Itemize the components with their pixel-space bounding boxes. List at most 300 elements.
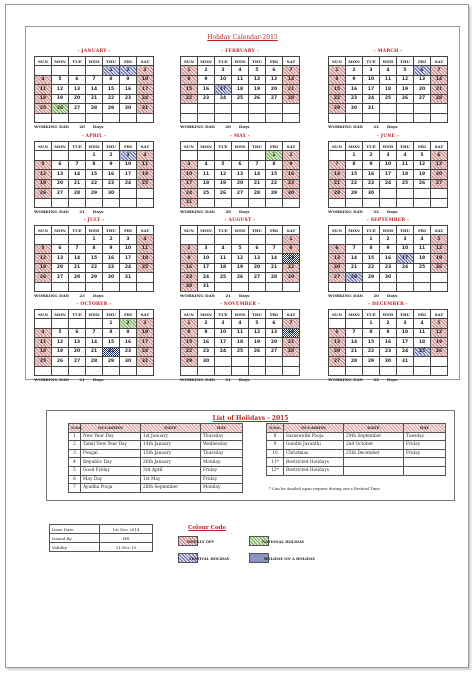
weekday-header: FRI bbox=[414, 142, 431, 151]
weekday-header: TUE bbox=[363, 226, 380, 235]
day-cell: 25 bbox=[35, 357, 52, 367]
holiday-cell: Wednesday bbox=[201, 441, 243, 450]
weekday-header: FRI bbox=[414, 310, 431, 319]
weekday-header: MON bbox=[52, 226, 69, 235]
day-cell: 26 bbox=[249, 347, 266, 357]
holiday-cell: Friday bbox=[201, 466, 243, 475]
day-cell: 9 bbox=[380, 328, 397, 338]
working-days-unit: Days bbox=[238, 209, 250, 214]
day-cell: 18 bbox=[35, 347, 52, 357]
day-cell: 11 bbox=[380, 75, 397, 85]
day-cell: 30 bbox=[380, 273, 397, 283]
day-cell bbox=[380, 282, 397, 292]
weekday-header: MON bbox=[346, 310, 363, 319]
day-cell bbox=[380, 189, 397, 199]
working-days bbox=[180, 209, 300, 215]
day-cell: 19 bbox=[249, 338, 266, 348]
day-cell: 23 bbox=[346, 94, 363, 104]
day-cell: 21 bbox=[86, 94, 103, 104]
day-cell: 9 bbox=[198, 75, 215, 85]
day-cell: 8 bbox=[363, 244, 380, 254]
working-days-label: WORKING DAY: bbox=[328, 377, 364, 382]
day-cell: 13 bbox=[69, 85, 86, 95]
day-cell: 16 bbox=[283, 170, 300, 180]
holiday-header-cell: OCCASION bbox=[81, 424, 141, 433]
month-name: - SEPTEMBER - bbox=[366, 218, 410, 223]
day-cell: 23 bbox=[380, 263, 397, 273]
holiday-cell: May Day bbox=[81, 475, 141, 484]
day-cell: 31 bbox=[198, 282, 215, 292]
day-cell bbox=[346, 366, 363, 376]
holiday-cell: Republic Day bbox=[81, 458, 141, 467]
day-cell: 8 bbox=[329, 75, 346, 85]
day-cell: 3 bbox=[181, 160, 198, 170]
day-cell bbox=[266, 113, 283, 123]
holiday-cell bbox=[404, 466, 446, 475]
day-cell bbox=[380, 113, 397, 123]
day-cell: 3 bbox=[137, 319, 154, 329]
day-cell: 6 bbox=[266, 319, 283, 329]
day-cell bbox=[52, 151, 69, 161]
day-cell: 4 bbox=[414, 235, 431, 245]
day-cell: 9 bbox=[363, 160, 380, 170]
day-cell: 1 bbox=[266, 151, 283, 161]
weekday-header: THU bbox=[249, 142, 266, 151]
weekday-header: WED bbox=[232, 142, 249, 151]
holiday-note: * Can be Availed upon request during one's Festival Time bbox=[269, 486, 380, 491]
day-cell: 21 bbox=[69, 179, 86, 189]
day-cell: 18 bbox=[35, 94, 52, 104]
day-cell: 31 bbox=[397, 357, 414, 367]
day-cell: 26 bbox=[52, 104, 69, 114]
day-cell bbox=[266, 366, 283, 376]
holiday-cell: Restricted Holidays bbox=[284, 466, 344, 475]
day-cell bbox=[120, 189, 137, 199]
day-cell: 12 bbox=[215, 170, 232, 180]
day-cell: 25 bbox=[414, 347, 431, 357]
day-cell: 28 bbox=[283, 347, 300, 357]
day-cell: 12 bbox=[52, 85, 69, 95]
day-cell: 21 bbox=[86, 347, 103, 357]
day-cell: 17 bbox=[397, 338, 414, 348]
month-grid bbox=[180, 141, 300, 208]
day-cell: 18 bbox=[414, 254, 431, 264]
holiday-cell: 8 bbox=[267, 432, 284, 441]
day-cell bbox=[35, 319, 52, 329]
day-cell bbox=[431, 113, 448, 123]
day-cell bbox=[346, 319, 363, 329]
month-grid bbox=[180, 56, 300, 123]
day-cell bbox=[249, 198, 266, 208]
day-cell: 11 bbox=[397, 160, 414, 170]
day-cell: 19 bbox=[35, 263, 52, 273]
day-cell bbox=[52, 282, 69, 292]
day-cell: 9 bbox=[181, 254, 198, 264]
day-cell: 17 bbox=[120, 170, 137, 180]
month-calendar bbox=[328, 301, 448, 383]
day-cell: 5 bbox=[52, 328, 69, 338]
day-cell: 24 bbox=[215, 94, 232, 104]
day-cell: 30 bbox=[198, 357, 215, 367]
day-cell: 18 bbox=[215, 263, 232, 273]
day-cell: 7 bbox=[346, 328, 363, 338]
day-cell: 21 bbox=[283, 85, 300, 95]
day-cell: 4 bbox=[414, 319, 431, 329]
day-cell bbox=[215, 357, 232, 367]
day-cell: 8 bbox=[283, 244, 300, 254]
working-days bbox=[328, 209, 448, 215]
working-days-count: 22 bbox=[373, 377, 379, 382]
weekday-header: SAT bbox=[431, 226, 448, 235]
day-cell bbox=[198, 198, 215, 208]
day-cell: 17 bbox=[380, 170, 397, 180]
day-cell: 18 bbox=[137, 254, 154, 264]
day-cell: 26 bbox=[215, 189, 232, 199]
day-cell: 29 bbox=[181, 357, 198, 367]
day-cell: 7 bbox=[69, 160, 86, 170]
day-cell: 14 bbox=[346, 338, 363, 348]
day-cell bbox=[329, 282, 346, 292]
day-cell: 10 bbox=[120, 244, 137, 254]
day-cell: 22 bbox=[181, 94, 198, 104]
holiday-row bbox=[267, 449, 446, 458]
day-cell bbox=[397, 366, 414, 376]
working-days-unit: Days bbox=[92, 124, 104, 129]
day-cell bbox=[380, 198, 397, 208]
day-cell bbox=[232, 151, 249, 161]
weekday-header: SUN bbox=[329, 226, 346, 235]
weekday-header: FRI bbox=[266, 310, 283, 319]
day-cell: 5 bbox=[35, 244, 52, 254]
day-cell: 27 bbox=[249, 273, 266, 283]
day-cell: 3 bbox=[198, 244, 215, 254]
day-cell bbox=[329, 319, 346, 329]
working-days-label: WORKING DAY: bbox=[180, 293, 216, 298]
day-cell bbox=[120, 282, 137, 292]
working-days-label: WORKING DAY: bbox=[328, 124, 364, 129]
day-cell bbox=[431, 198, 448, 208]
day-cell: 11 bbox=[414, 328, 431, 338]
day-cell bbox=[52, 366, 69, 376]
day-cell: 1 bbox=[181, 66, 198, 76]
day-cell: 21 bbox=[431, 85, 448, 95]
weekday-header: SUN bbox=[35, 57, 52, 66]
working-days bbox=[328, 124, 448, 130]
day-cell: 10 bbox=[198, 254, 215, 264]
weekday-header: THU bbox=[397, 226, 414, 235]
day-cell bbox=[137, 198, 154, 208]
weekday-header: TUE bbox=[215, 310, 232, 319]
day-cell: 13 bbox=[266, 75, 283, 85]
day-cell: 1 bbox=[103, 66, 120, 76]
day-cell bbox=[198, 235, 215, 245]
day-cell bbox=[431, 282, 448, 292]
day-cell bbox=[35, 282, 52, 292]
day-cell: 21 bbox=[329, 179, 346, 189]
day-cell: 14 bbox=[69, 170, 86, 180]
day-cell: 8 bbox=[346, 160, 363, 170]
holiday-row bbox=[69, 458, 243, 467]
day-cell: 23 bbox=[103, 263, 120, 273]
holiday-cell: Monday bbox=[201, 484, 243, 493]
working-days-unit: Days bbox=[92, 209, 104, 214]
day-cell: 8 bbox=[86, 244, 103, 254]
weekday-header: THU bbox=[103, 142, 120, 151]
day-cell: 5 bbox=[249, 66, 266, 76]
weekday-header: TUE bbox=[215, 57, 232, 66]
month-name: - MARCH - bbox=[373, 49, 403, 54]
day-cell: 5 bbox=[52, 75, 69, 85]
day-cell: 31 bbox=[137, 357, 154, 367]
day-cell: 21 bbox=[249, 179, 266, 189]
day-cell: 1 bbox=[283, 235, 300, 245]
day-cell: 3 bbox=[215, 66, 232, 76]
holiday-cell: 2 bbox=[69, 441, 81, 450]
day-cell bbox=[69, 366, 86, 376]
holiday-cell: 11* bbox=[267, 458, 284, 467]
day-cell: 4 bbox=[232, 66, 249, 76]
day-cell: 7 bbox=[86, 328, 103, 338]
day-cell: 12 bbox=[232, 254, 249, 264]
day-cell: 17 bbox=[198, 263, 215, 273]
day-cell bbox=[69, 113, 86, 123]
day-cell bbox=[86, 113, 103, 123]
day-cell: 9 bbox=[283, 160, 300, 170]
day-cell: 2 bbox=[181, 244, 198, 254]
day-cell bbox=[232, 235, 249, 245]
day-cell: 16 bbox=[181, 263, 198, 273]
holiday-row bbox=[69, 484, 243, 493]
day-cell: 14 bbox=[249, 170, 266, 180]
day-cell: 18 bbox=[137, 170, 154, 180]
day-cell: 9 bbox=[103, 160, 120, 170]
day-cell bbox=[329, 198, 346, 208]
day-cell: 28 bbox=[69, 273, 86, 283]
day-cell: 16 bbox=[103, 170, 120, 180]
day-cell: 10 bbox=[215, 328, 232, 338]
day-cell: 19 bbox=[52, 347, 69, 357]
day-cell bbox=[380, 104, 397, 114]
day-cell bbox=[266, 104, 283, 114]
working-days-unit: Days bbox=[238, 124, 250, 129]
holiday-row bbox=[69, 432, 243, 441]
day-cell bbox=[35, 366, 52, 376]
month-calendar bbox=[328, 48, 448, 130]
day-cell: 15 bbox=[346, 170, 363, 180]
month-name: - JANUARY - bbox=[77, 49, 111, 54]
day-cell: 6 bbox=[431, 151, 448, 161]
day-cell: 2 bbox=[198, 319, 215, 329]
weekday-header: TUE bbox=[363, 142, 380, 151]
day-cell bbox=[414, 189, 431, 199]
day-cell: 19 bbox=[249, 85, 266, 95]
day-cell: 3 bbox=[137, 66, 154, 76]
day-cell: 24 bbox=[198, 273, 215, 283]
info-value: HR bbox=[100, 534, 153, 543]
day-cell: 24 bbox=[380, 179, 397, 189]
weekday-header: WED bbox=[380, 142, 397, 151]
holiday-cell: 5 bbox=[69, 466, 81, 475]
day-cell bbox=[249, 366, 266, 376]
day-cell: 10 bbox=[215, 75, 232, 85]
day-cell bbox=[69, 198, 86, 208]
holiday-cell: Tuesday bbox=[404, 432, 446, 441]
holiday-row bbox=[69, 449, 243, 458]
day-cell: 11 bbox=[232, 328, 249, 338]
day-cell: 29 bbox=[266, 189, 283, 199]
holiday-header-cell: DAY bbox=[404, 424, 446, 433]
day-cell: 19 bbox=[431, 338, 448, 348]
day-cell: 27 bbox=[414, 94, 431, 104]
weekday-header: TUE bbox=[69, 310, 86, 319]
weekday-header: FRI bbox=[266, 142, 283, 151]
working-days-unit: Days bbox=[92, 293, 104, 298]
day-cell bbox=[431, 366, 448, 376]
day-cell bbox=[52, 113, 69, 123]
day-cell: 12 bbox=[431, 244, 448, 254]
day-cell: 23 bbox=[363, 179, 380, 189]
month-calendar bbox=[180, 48, 300, 130]
holiday-cell: Saraswathi Pooja bbox=[284, 432, 344, 441]
day-cell: 13 bbox=[52, 170, 69, 180]
day-cell bbox=[283, 366, 300, 376]
day-cell bbox=[35, 113, 52, 123]
info-row bbox=[50, 525, 153, 534]
working-days-label: WORKING DAY: bbox=[34, 209, 70, 214]
day-cell: 11 bbox=[137, 244, 154, 254]
day-cell: 7 bbox=[249, 160, 266, 170]
weekday-header: TUE bbox=[215, 226, 232, 235]
month-grid bbox=[328, 141, 448, 208]
day-cell: 4 bbox=[198, 160, 215, 170]
day-cell bbox=[329, 235, 346, 245]
working-days-count: 21 bbox=[79, 209, 85, 214]
day-cell: 24 bbox=[137, 94, 154, 104]
working-days-count: 20 bbox=[225, 124, 231, 129]
day-cell: 13 bbox=[232, 170, 249, 180]
weekday-header: MON bbox=[198, 142, 215, 151]
day-cell: 31 bbox=[363, 104, 380, 114]
day-cell: 27 bbox=[266, 347, 283, 357]
weekday-header: FRI bbox=[414, 226, 431, 235]
day-cell: 3 bbox=[363, 66, 380, 76]
day-cell: 5 bbox=[232, 244, 249, 254]
day-cell: 27 bbox=[52, 189, 69, 199]
month-grid bbox=[180, 309, 300, 376]
day-cell: 1 bbox=[181, 319, 198, 329]
day-cell: 24 bbox=[120, 179, 137, 189]
day-cell: 8 bbox=[363, 328, 380, 338]
day-cell: 13 bbox=[266, 328, 283, 338]
holiday-cell: 1 bbox=[69, 432, 81, 441]
day-cell: 16 bbox=[120, 85, 137, 95]
day-cell bbox=[283, 104, 300, 114]
day-cell: 17 bbox=[215, 85, 232, 95]
weekday-header: TUE bbox=[363, 310, 380, 319]
day-cell bbox=[215, 282, 232, 292]
working-days-label: WORKING DAY: bbox=[328, 209, 364, 214]
weekday-header: WED bbox=[86, 142, 103, 151]
day-cell: 5 bbox=[414, 151, 431, 161]
working-days bbox=[328, 377, 448, 383]
day-cell: 31 bbox=[137, 104, 154, 114]
day-cell: 26 bbox=[232, 273, 249, 283]
day-cell: 19 bbox=[431, 254, 448, 264]
day-cell: 30 bbox=[181, 282, 198, 292]
day-cell: 27 bbox=[69, 104, 86, 114]
weekday-header: SUN bbox=[35, 310, 52, 319]
day-cell: 19 bbox=[35, 179, 52, 189]
day-cell bbox=[69, 66, 86, 76]
day-cell bbox=[232, 198, 249, 208]
weekday-header: THU bbox=[249, 226, 266, 235]
day-cell: 22 bbox=[283, 263, 300, 273]
working-days bbox=[34, 377, 154, 383]
month-name: - NOVEMBER - bbox=[219, 302, 261, 307]
weekday-header: SUN bbox=[181, 142, 198, 151]
day-cell: 28 bbox=[346, 357, 363, 367]
day-cell bbox=[198, 151, 215, 161]
day-cell: 6 bbox=[329, 328, 346, 338]
day-cell: 25 bbox=[414, 263, 431, 273]
day-cell: 28 bbox=[283, 94, 300, 104]
month-calendar bbox=[180, 217, 300, 299]
day-cell: 8 bbox=[181, 75, 198, 85]
festival-holiday-label: FESTIVAL HOLIDAY bbox=[189, 557, 230, 561]
working-days-count: 22 bbox=[373, 209, 379, 214]
day-cell: 7 bbox=[69, 244, 86, 254]
working-days bbox=[34, 293, 154, 299]
day-cell: 24 bbox=[137, 347, 154, 357]
day-cell: 2 bbox=[103, 151, 120, 161]
month-name: - APRIL - bbox=[81, 134, 107, 139]
day-cell: 3 bbox=[120, 151, 137, 161]
working-days-count: 20 bbox=[225, 209, 231, 214]
day-cell bbox=[35, 198, 52, 208]
day-cell: 7 bbox=[431, 66, 448, 76]
day-cell: 17 bbox=[120, 254, 137, 264]
day-cell: 28 bbox=[329, 189, 346, 199]
day-cell: 4 bbox=[137, 235, 154, 245]
holiday-header-cell: DATE bbox=[141, 424, 201, 433]
day-cell: 18 bbox=[397, 170, 414, 180]
holiday-cell bbox=[344, 458, 404, 467]
day-cell: 20 bbox=[232, 179, 249, 189]
day-cell: 22 bbox=[103, 94, 120, 104]
day-cell: 12 bbox=[52, 338, 69, 348]
day-cell: 27 bbox=[52, 273, 69, 283]
day-cell: 22 bbox=[181, 347, 198, 357]
day-cell: 10 bbox=[137, 328, 154, 338]
weekday-header: FRI bbox=[120, 226, 137, 235]
day-cell bbox=[414, 273, 431, 283]
day-cell: 27 bbox=[329, 273, 346, 283]
day-cell bbox=[52, 319, 69, 329]
info-row bbox=[50, 534, 153, 543]
day-cell: 21 bbox=[69, 263, 86, 273]
day-cell: 15 bbox=[283, 254, 300, 264]
working-days-label: WORKING DAY: bbox=[180, 124, 216, 129]
day-cell bbox=[249, 235, 266, 245]
day-cell bbox=[346, 235, 363, 245]
weekday-header: WED bbox=[232, 57, 249, 66]
day-cell bbox=[346, 282, 363, 292]
day-cell: 4 bbox=[232, 319, 249, 329]
holiday-cell: Monday bbox=[201, 458, 243, 467]
day-cell: 12 bbox=[431, 328, 448, 338]
day-cell: 11 bbox=[215, 254, 232, 264]
info-row bbox=[50, 543, 153, 552]
